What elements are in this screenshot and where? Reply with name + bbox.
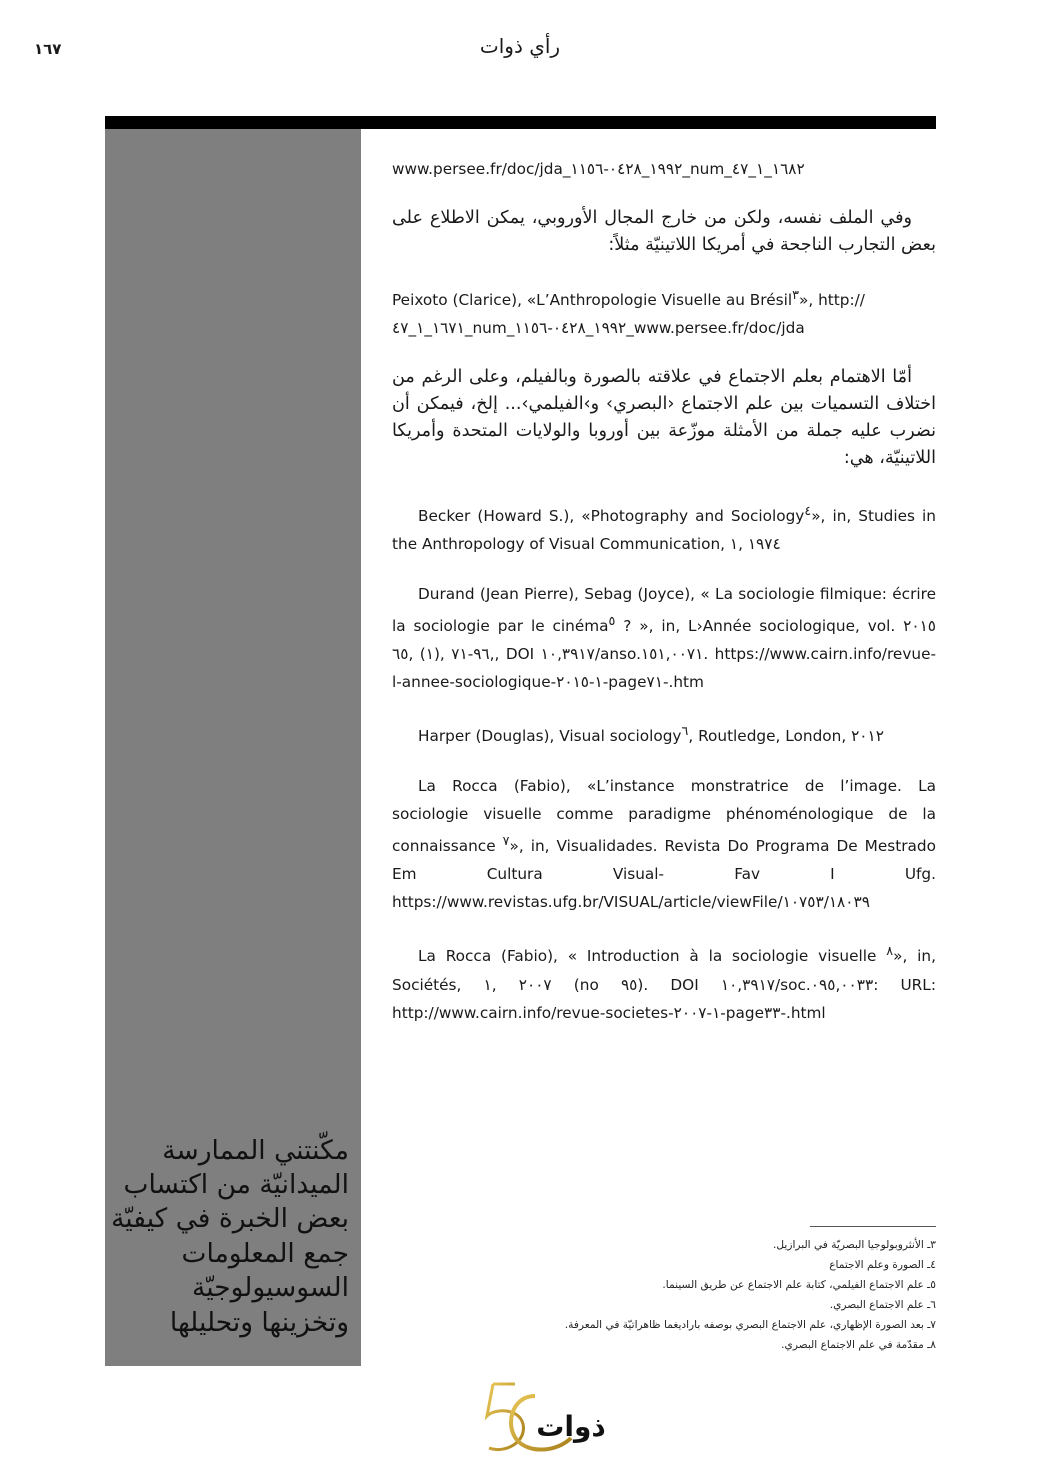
footnote-marker: ٤ [804,504,812,520]
arabic-paragraph-2: أمّا الاهتمام بعلم الاجتماع في علاقته بالصورة وبالفيلم، وعلى الرغم من اختلاف التسميات بين علم الاجتماع ‹البصري› و›الفيلمي›... إلخ، فيمكن أن نضرب عليه جملة من الأمثلة موزّعة بين أوروبا والولايات المتحدة وأمريكا اللاتينيّة، هي: [392,367,936,469]
sidebar-panel [105,129,361,1366]
footnote-item: ٥ـ علم الاجتماع الفيلمي، كتابة علم الاجتماع عن طريق السينما. [662,1279,936,1291]
top-black-rule [105,116,936,129]
reference-larocca-2 [392,938,936,1026]
footnote-item: ٨ـ مقدّمة في علم الاجتماع البصري. [781,1339,936,1351]
pull-quote: مكّنتني الممارسة الميدانيّة من اكتساب بعض الخبرة في كيفيّة جمع المعلومات السوسيولوجيّة وتخزينها وتحليلها [111,1134,349,1338]
reference-text: », in, Sociétés, ٢٠٠٧ ,١ (no ٩٥). DOI ١٠,٣٩١٧/soc.٠٩٥,٠٠٣٣: URL: http://www.cairn.info/revue-societes-١-٢٠٠٧-page٣٣-.html [392,947,936,1022]
reference-text: Becker (Howard S.), «Photography and Sociology [418,507,805,526]
reference-text: , Routledge, London, ٢٠١٢ [688,727,884,746]
footnote-marker: ٥ [608,614,616,630]
reference-text: ? », in, L›Année sociologique, vol. ٢٠١٥ ,٩٦-٧١ ,(١) ,٦٥, DOI ١٠,٣٩١٧/anso.١٥١,٠٠٧١. https://www.cairn.info/revue-l-annee-sociologique-١-٢٠١٥-page٧١-.htm [392,617,937,692]
dhawat-logo [475,1378,615,1458]
logo-mark [475,1378,615,1458]
main-column [392,155,936,1049]
footnotes [536,1226,936,1355]
reference-text: », in, Studies in the Anthropology of Visual Communication, ١٩٧٤ ,١ [392,507,936,554]
reference-text: Peixoto (Clarice), «L’Anthropologie Visuelle au Brésil [392,291,793,310]
reference-harper [392,718,936,750]
reference-peixoto [392,282,936,342]
reference-text: Durand (Jean Pierre), Sebag (Joyce), « La sociologie filmique: écrire la sociologie par le cinéma [392,585,936,636]
footnote-item: ٧ـ بعد الصورة الإظهاري، علم الاجتماع البصري بوصفه باراديغما ظاهراتيّة في المعرفة. [564,1319,936,1331]
reference-text: La Rocca (Fabio), « Introduction à la sociologie visuelle [418,947,887,966]
footnote-item: ٤ـ الصورة وعلم الاجتماع [829,1259,936,1271]
running-title: رأي ذوات [479,34,561,58]
reference-text: La Rocca (Fabio), «L’instance monstratrice de l’image. La sociologie visuelle comme paradigme phénoménologique de la connaissance [392,777,936,856]
reference-larocca-1 [392,772,936,916]
reference-durand [392,580,936,696]
logo-wordmark: ذوات [536,1410,606,1443]
page-number: ١٦٧ [34,40,62,58]
reference-text: », in, Visualidades. Revista Do Programa De Mestrado Em Cultura Visual- Fav I Ufg. https://www.revistas.ufg.br/VISUAL/article/viewFile/١٠٧٥٣/١٨٠٣٩ [392,837,936,912]
footnote-marker: ٣ [792,288,799,303]
reference-becker [392,498,936,558]
url-line: www.persee.fr/doc/jda_١٩٩٢_٠٤٢٨-١١٥٦_num_١٦٨٢_١_٤٧ [392,160,805,178]
footnote-item: ٦ـ علم الاجتماع البصري. [829,1299,936,1311]
reference-text: Harper (Douglas), Visual sociology [418,727,682,746]
footnote-marker: ٧ [502,834,510,850]
arabic-paragraph-1: وفي الملف نفسه، ولكن من خارج المجال الأوروبي، يمكن الاطلاع على بعض التجارب الناجحة في أمريكا اللاتينيّة مثلاً: [392,208,936,255]
footnote-item: ٣ـ الأنثروبولوجيا البصريّة في البرازيل. [773,1239,936,1251]
footnote-marker: ٦ [681,724,689,740]
footnote-rule [810,1226,936,1227]
footnote-marker: ٨ [886,944,894,960]
reference-text: », http:// ١٦٧١_١_٤٧_num_١٩٩٢_٠٤٢٨-١١٥٦_www.persee.fr/doc/jda [392,291,865,338]
